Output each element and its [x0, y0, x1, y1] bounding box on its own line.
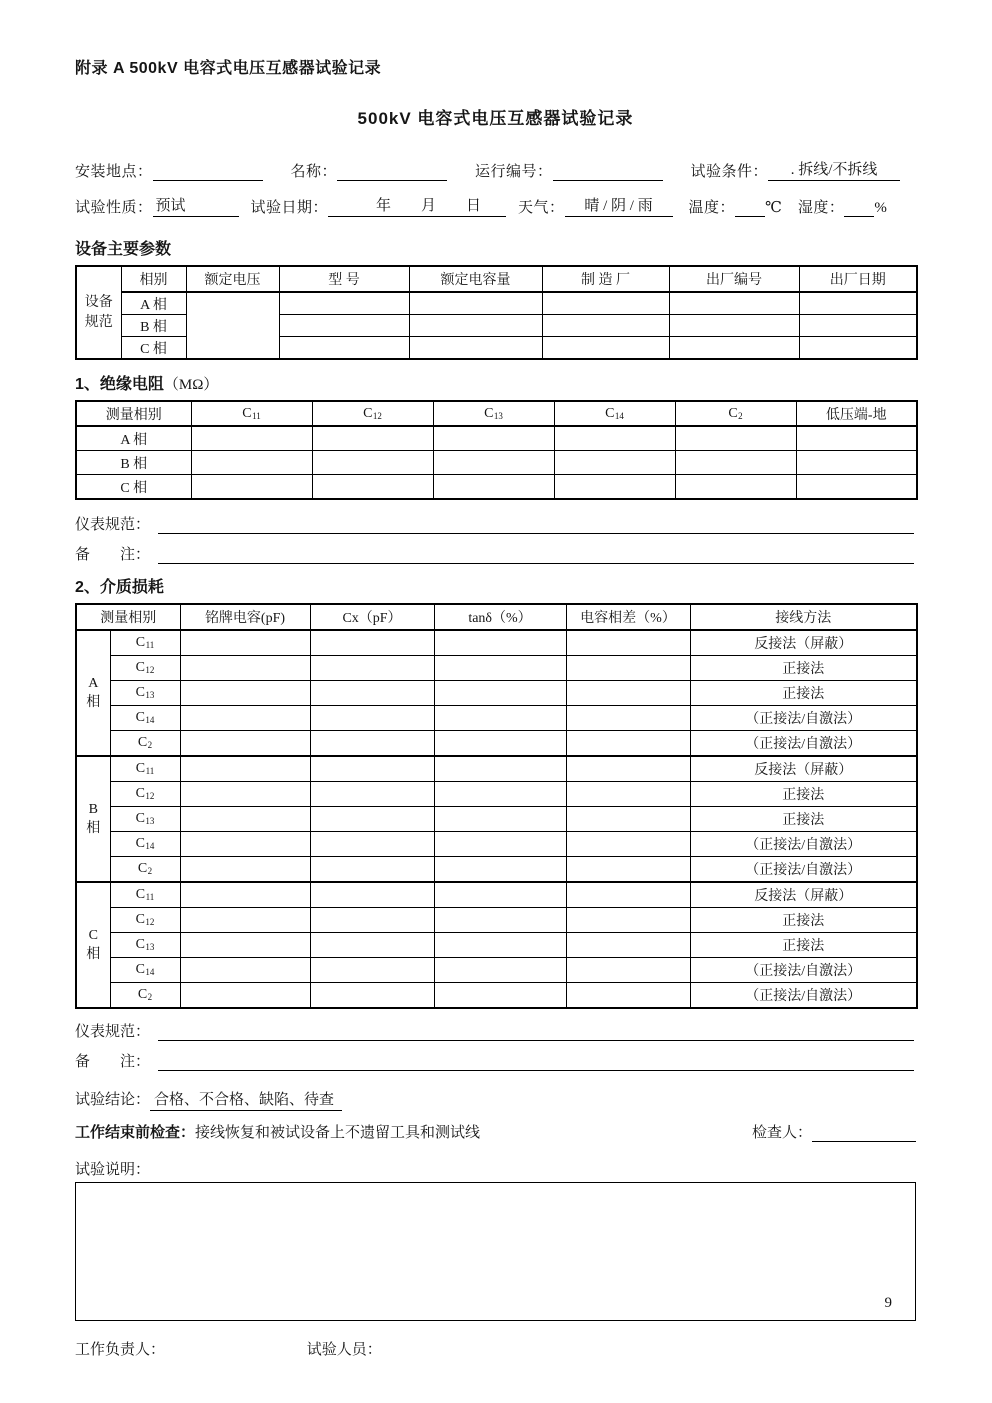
wiring-method-cell: 反接法（屏蔽） — [690, 756, 917, 782]
empty-cell — [566, 958, 690, 983]
c-label: $C_{12}$ — [110, 782, 180, 807]
empty-cell — [799, 315, 917, 337]
page-number: 9 — [884, 1295, 892, 1311]
rated-voltage-cell — [186, 292, 279, 359]
column-header-cx: Cx（pF） — [310, 604, 434, 630]
wiring-method-cell: 反接法（屏蔽） — [690, 630, 917, 656]
wiring-method-cell: （正接法/自激法） — [690, 832, 917, 857]
temperature-field — [735, 216, 765, 217]
column-header-capacitance-diff: 电容相差（%） — [566, 604, 690, 630]
empty-cell — [310, 933, 434, 958]
dielectric-row — [76, 857, 917, 883]
empty-cell — [310, 882, 434, 908]
dielectric-row — [76, 756, 917, 782]
empty-cell — [180, 908, 310, 933]
empty-cell — [566, 681, 690, 706]
empty-cell — [566, 857, 690, 883]
dielectric-table — [75, 603, 918, 1009]
device-params-row-a — [76, 292, 917, 315]
empty-cell — [279, 337, 409, 360]
empty-cell — [566, 933, 690, 958]
empty-cell — [669, 292, 799, 315]
empty-cell — [310, 731, 434, 757]
empty-cell — [191, 475, 312, 500]
c-label: $C_{12}$ — [110, 908, 180, 933]
empty-cell — [542, 337, 669, 360]
wiring-method-cell: 正接法 — [690, 656, 917, 681]
empty-cell — [566, 630, 690, 656]
empty-cell — [433, 451, 554, 475]
device-params-header-row — [76, 266, 917, 292]
empty-cell — [310, 983, 434, 1009]
column-header-lv-ground: 低压端-地 — [796, 401, 917, 426]
empty-cell — [310, 681, 434, 706]
section-title-insulation — [75, 371, 916, 394]
dielectric-header-row — [76, 604, 917, 630]
conclusion-label: 试验结论： — [75, 1092, 151, 1108]
phase-group-a-label: A 相 — [76, 630, 110, 756]
dielectric-row — [76, 681, 917, 706]
empty-cell — [310, 782, 434, 807]
wiring-method-cell: 正接法 — [690, 807, 917, 832]
empty-cell — [434, 630, 566, 656]
dielectric-row — [76, 782, 917, 807]
column-header-c12: $C_{12}$ — [312, 401, 433, 426]
insulation-row-b — [76, 451, 917, 475]
empty-cell — [310, 958, 434, 983]
insulation-row-a — [76, 426, 917, 451]
remark-line-1 — [75, 543, 916, 564]
dielectric-row — [76, 983, 917, 1009]
empty-cell — [310, 832, 434, 857]
empty-cell — [669, 337, 799, 360]
meter-spec-line-2 — [75, 1020, 916, 1041]
wiring-method-cell: （正接法/自激法） — [690, 731, 917, 757]
phase-b-label: B 相 — [121, 315, 186, 337]
empty-cell — [796, 426, 917, 451]
wiring-method-cell: 正接法 — [690, 933, 917, 958]
humidity-field — [844, 216, 874, 217]
empty-cell — [434, 731, 566, 757]
column-header-wiring-method: 接线方法 — [690, 604, 917, 630]
wiring-method-cell: （正接法/自激法） — [690, 706, 917, 731]
empty-cell — [434, 807, 566, 832]
c-label: $C_{13}$ — [110, 807, 180, 832]
column-header-c14: $C_{14}$ — [554, 401, 675, 426]
remark-field — [158, 1052, 914, 1071]
phase-a-label: A 相 — [76, 426, 191, 451]
dielectric-row — [76, 706, 917, 731]
empty-cell — [566, 731, 690, 757]
empty-cell — [180, 958, 310, 983]
empty-cell — [312, 426, 433, 451]
empty-cell — [566, 756, 690, 782]
column-header-c11: $C_{11}$ — [191, 401, 312, 426]
final-check-line — [75, 1121, 916, 1142]
empty-cell — [434, 706, 566, 731]
empty-cell — [554, 451, 675, 475]
phase-group-c-label: C 相 — [76, 882, 110, 1008]
test-condition-label: 试验条件： — [690, 164, 769, 180]
empty-cell — [180, 807, 310, 832]
column-header-c13: $C_{13}$ — [433, 401, 554, 426]
footer-line — [75, 1338, 916, 1359]
column-header-measure-phase: 测量相别 — [76, 604, 180, 630]
notes-box — [75, 1182, 916, 1321]
empty-cell — [180, 832, 310, 857]
dielectric-row — [76, 832, 917, 857]
empty-cell — [434, 681, 566, 706]
c-label: $C_{11}$ — [110, 882, 180, 908]
empty-cell — [566, 832, 690, 857]
empty-cell — [434, 958, 566, 983]
column-header-tan-delta: tanδ（%） — [434, 604, 566, 630]
empty-cell — [180, 731, 310, 757]
test-date-label: 试验日期： — [250, 200, 329, 216]
empty-cell — [566, 656, 690, 681]
empty-cell — [279, 292, 409, 315]
c-label: $C_{12}$ — [110, 656, 180, 681]
weather-label: 天气： — [518, 200, 565, 216]
insulation-title-text: 1、绝缘电阻 — [75, 376, 164, 393]
c-label: $C_2$ — [110, 731, 180, 757]
section-title-device-params: 设备主要参数 — [75, 241, 172, 258]
remark-label: 备 注： — [75, 547, 151, 563]
empty-cell — [434, 933, 566, 958]
leader-label: 工作负责人： — [75, 1342, 166, 1358]
insulation-table — [75, 400, 918, 500]
meter-spec-field — [158, 1022, 914, 1041]
column-header-measure-phase: 测量相别 — [76, 401, 191, 426]
column-header-serial-no: 出厂编号 — [669, 266, 799, 292]
empty-cell — [434, 983, 566, 1009]
empty-cell — [566, 983, 690, 1009]
run-number-label: 运行编号： — [475, 164, 553, 180]
install-location-label: 安装地点： — [75, 164, 153, 180]
dielectric-row — [76, 630, 917, 656]
wiring-method-cell: （正接法/自激法） — [690, 983, 917, 1009]
dielectric-row — [76, 958, 917, 983]
column-header-c2: $C_2$ — [675, 401, 796, 426]
column-header-manufacturer: 制 造 厂 — [542, 266, 669, 292]
insulation-unit: （MΩ） — [163, 377, 219, 393]
temperature-label: 温度： — [688, 200, 736, 216]
conclusion-line — [75, 1088, 916, 1111]
empty-cell — [180, 656, 310, 681]
empty-cell — [191, 451, 312, 475]
checker-field — [812, 1141, 916, 1142]
wiring-method-cell: 反接法（屏蔽） — [690, 882, 917, 908]
empty-cell — [675, 475, 796, 500]
column-header-model: 型 号 — [279, 266, 409, 292]
notes-label: 试验说明： — [75, 1162, 151, 1178]
test-nature-value: 预试 — [153, 197, 239, 217]
insulation-header-row — [76, 401, 917, 426]
remark-line-2 — [75, 1050, 916, 1071]
empty-cell — [180, 756, 310, 782]
empty-cell — [675, 426, 796, 451]
empty-cell — [554, 475, 675, 500]
empty-cell — [312, 451, 433, 475]
column-header-rated-capacitance: 额定电容量 — [409, 266, 542, 292]
install-location-field — [153, 180, 263, 181]
wiring-method-cell: 正接法 — [690, 782, 917, 807]
info-row-1 — [75, 160, 916, 181]
empty-cell — [409, 337, 542, 360]
empty-cell — [191, 426, 312, 451]
empty-cell — [796, 451, 917, 475]
empty-cell — [434, 832, 566, 857]
phase-group-b-label: B 相 — [76, 756, 110, 882]
empty-cell — [554, 426, 675, 451]
empty-cell — [434, 782, 566, 807]
final-check-text: 接线恢复和被试设备上不遗留工具和测试线 — [195, 1125, 481, 1141]
column-header-nameplate-capacitance: 铭牌电容(pF) — [180, 604, 310, 630]
test-condition-value: . 拆线/不拆线 — [768, 161, 900, 181]
test-nature-label: 试验性质： — [75, 200, 153, 216]
empty-cell — [310, 908, 434, 933]
dielectric-row — [76, 908, 917, 933]
empty-cell — [566, 782, 690, 807]
testers-label: 试验人员： — [306, 1342, 382, 1358]
empty-cell — [279, 315, 409, 337]
empty-cell — [310, 706, 434, 731]
wiring-method-cell: （正接法/自激法） — [690, 857, 917, 883]
empty-cell — [796, 475, 917, 500]
temperature-unit: ℃ — [765, 200, 782, 216]
empty-cell — [566, 807, 690, 832]
name-field — [337, 180, 447, 181]
empty-cell — [180, 681, 310, 706]
empty-cell — [434, 908, 566, 933]
empty-cell — [180, 630, 310, 656]
phase-a-label: A 相 — [121, 292, 186, 315]
c-label: $C_{13}$ — [110, 681, 180, 706]
appendix-header: 附录 A 500kV 电容式电压互感器试验记录 — [75, 60, 382, 77]
empty-cell — [180, 857, 310, 883]
phase-c-label: C 相 — [76, 475, 191, 500]
remark-label: 备 注： — [75, 1054, 151, 1070]
device-params-table — [75, 265, 918, 360]
remark-field — [158, 545, 914, 564]
dielectric-row — [76, 807, 917, 832]
form-title: 500kV 电容式电压互感器试验记录 — [357, 109, 634, 128]
checker-label: 检查人： — [751, 1125, 812, 1141]
conclusion-value: 合格、不合格、缺陷、待查 — [150, 1091, 342, 1111]
wiring-method-cell: （正接法/自激法） — [690, 958, 917, 983]
meter-spec-label: 仪表规范： — [75, 517, 151, 533]
c-label: $C_2$ — [110, 857, 180, 883]
dielectric-row — [76, 882, 917, 908]
dielectric-row — [76, 933, 917, 958]
c-label: $C_{14}$ — [110, 958, 180, 983]
wiring-method-cell: 正接法 — [690, 681, 917, 706]
empty-cell — [409, 315, 542, 337]
test-date-field: 年 月 日 — [328, 197, 506, 217]
empty-cell — [566, 706, 690, 731]
empty-cell — [409, 292, 542, 315]
empty-cell — [434, 882, 566, 908]
empty-cell — [566, 882, 690, 908]
name-label: 名称： — [290, 164, 338, 180]
c-label: $C_{14}$ — [110, 832, 180, 857]
empty-cell — [434, 756, 566, 782]
run-number-field — [553, 180, 663, 181]
section-title-dielectric: 2、介质损耗 — [75, 579, 164, 596]
humidity-label: 湿度： — [797, 200, 845, 216]
empty-cell — [180, 882, 310, 908]
c-label: $C_{11}$ — [110, 756, 180, 782]
insulation-row-c — [76, 475, 917, 500]
empty-cell — [542, 292, 669, 315]
empty-cell — [310, 807, 434, 832]
empty-cell — [180, 983, 310, 1009]
empty-cell — [799, 292, 917, 315]
device-spec-vertical-label: 设备规范 — [76, 266, 121, 359]
empty-cell — [310, 630, 434, 656]
dielectric-row — [76, 656, 917, 681]
empty-cell — [799, 337, 917, 360]
wiring-method-cell: 正接法 — [690, 908, 917, 933]
dielectric-row — [76, 731, 917, 757]
empty-cell — [180, 706, 310, 731]
column-header-manufacture-date: 出厂日期 — [799, 266, 917, 292]
empty-cell — [433, 426, 554, 451]
meter-spec-label: 仪表规范： — [75, 1024, 151, 1040]
empty-cell — [180, 933, 310, 958]
empty-cell — [310, 656, 434, 681]
empty-cell — [566, 908, 690, 933]
final-check-label: 工作结束前检查： — [75, 1124, 196, 1141]
phase-c-label: C 相 — [121, 337, 186, 360]
empty-cell — [675, 451, 796, 475]
empty-cell — [542, 315, 669, 337]
empty-cell — [434, 656, 566, 681]
empty-cell — [180, 782, 310, 807]
empty-cell — [310, 857, 434, 883]
humidity-unit: % — [874, 200, 887, 216]
column-header-rated-voltage: 额定电压 — [186, 266, 279, 292]
c-label: $C_{13}$ — [110, 933, 180, 958]
c-label: $C_{14}$ — [110, 706, 180, 731]
empty-cell — [310, 756, 434, 782]
empty-cell — [433, 475, 554, 500]
c-label: $C_{11}$ — [110, 630, 180, 656]
empty-cell — [434, 857, 566, 883]
meter-spec-line-1 — [75, 513, 916, 534]
empty-cell — [669, 315, 799, 337]
weather-value: 晴 / 阴 / 雨 — [565, 197, 673, 217]
column-header-phase: 相别 — [121, 266, 186, 292]
meter-spec-field — [158, 515, 914, 534]
c-label: $C_2$ — [110, 983, 180, 1009]
phase-b-label: B 相 — [76, 451, 191, 475]
info-row-2 — [75, 196, 916, 217]
empty-cell — [312, 475, 433, 500]
